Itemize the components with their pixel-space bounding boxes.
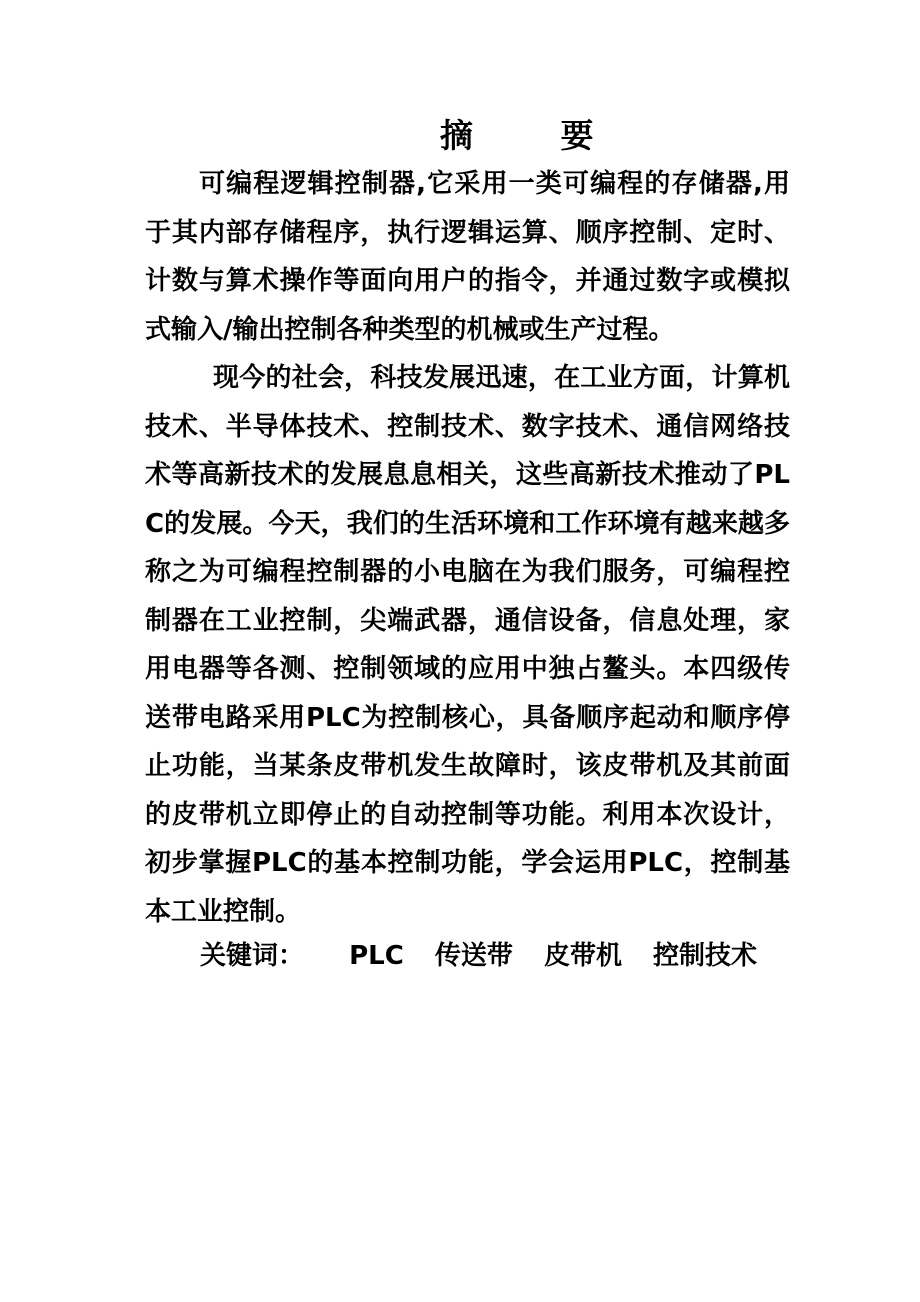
abstract-paragraph-2: 现今的社会，科技发展迅速，在工业方面，计算机技术、半导体技术、控制技术、数字技术、通信网络技术等高新技术的发展息息相关，这些高新技术推动了PLC的发展。今天，我们的生活环境和工作环境有越来越多称之为可编程控制器的小电脑在为我们服务，可编程控制器在工业控制，尖端武器，通信设备，信息处理，家用电器等各测、控制领域的应用中独占鳌头。本四级传送带电路采用PLC为控制核心，具备顺序起动和顺序停止功能，当某条皮带机发生故障时，该皮带机及其前面的皮带机立即停止的自动控制等功能。利用本次设计，初步掌握PLC的基本控制功能，学会运用PLC，控制基本工业控制。 xyxy=(145,363,790,927)
keywords-label: 关键词： xyxy=(200,941,305,971)
keyword-item: PLC xyxy=(349,941,404,971)
keyword-item: 皮带机 xyxy=(543,941,622,971)
keyword-item: 传送带 xyxy=(434,941,513,971)
abstract-body xyxy=(145,160,790,936)
keyword-item: 控制技术 xyxy=(653,941,758,971)
abstract-title-container xyxy=(440,112,632,160)
abstract-title: 摘 要 xyxy=(440,116,632,155)
keywords-line xyxy=(200,932,800,980)
abstract-paragraph-1: 可编程逻辑控制器,它采用一类可编程的存储器,用于其内部存储程序，执行逻辑运算、顺序控制、定时、计数与算术操作等面向用户的指令，并通过数字或模拟式输入/输出控制各种类型的机械或生产过程。 xyxy=(145,169,790,345)
